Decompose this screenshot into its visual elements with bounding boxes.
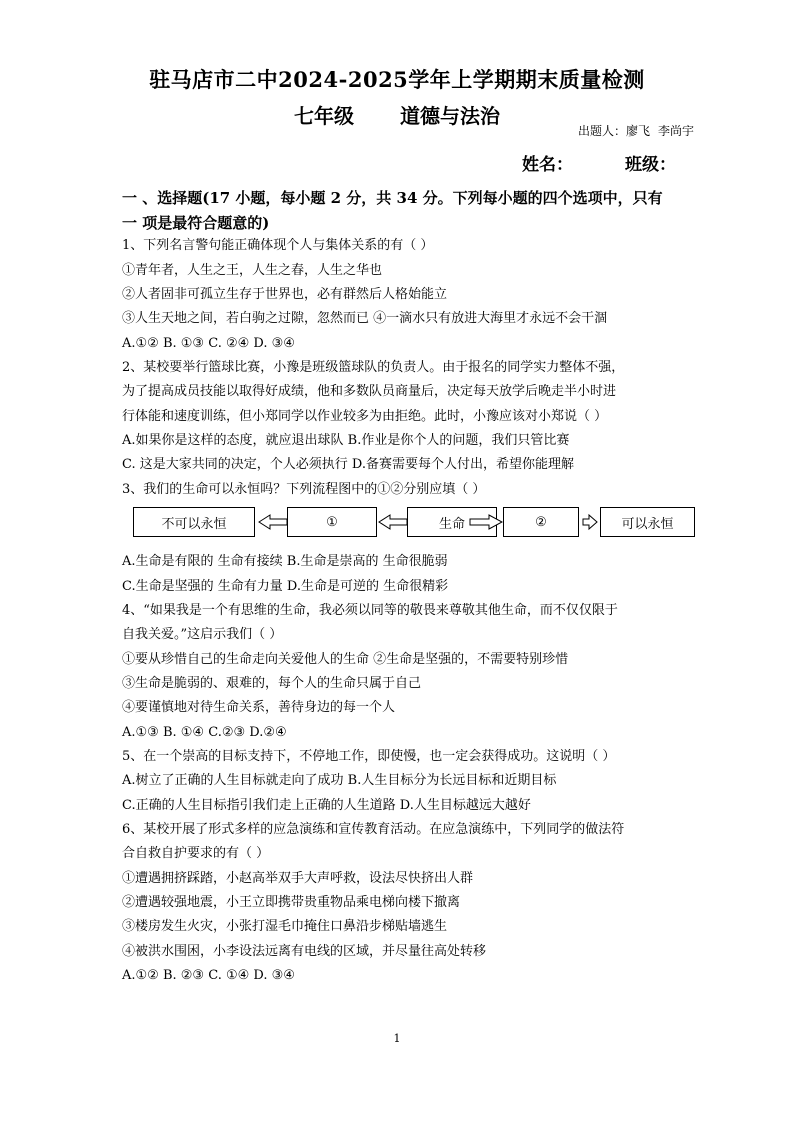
q3-options-ab: A.生命是有限的 生命有接续 B.生命是崇高的 生命很脆弱 xyxy=(122,554,448,569)
q6-stem-1: 6、某校开展了形式多样的应急演练和宣传教育活动。在应急演练中，下列同学的做法符 xyxy=(122,822,625,837)
flow-box-not-eternal: 不可以永恒 xyxy=(133,507,255,537)
flow-arrow-right-icon xyxy=(469,513,503,531)
flow-box-blank-2: ② xyxy=(503,507,579,537)
q4-stem-1: 4、“如果我是一个有思维的生命，我必须以同等的敬畏来尊敬其他生命，而不仅仅限于 xyxy=(122,603,618,618)
grade-label: 七年级 xyxy=(294,104,354,128)
flow-arrow-left-icon-2 xyxy=(378,513,408,531)
q2-stem-2: 为了提高成员技能以取得好成绩，他和多数队员商量后，决定每天放学后晚走半小时进 xyxy=(122,384,617,399)
q1-stem: 1、下列名言警句能正确体现个人与集体关系的有（ ） xyxy=(122,238,434,253)
author-name-2: 李尚宇 xyxy=(658,124,695,138)
q6-statement-3: ③楼房发生火灾，小张打湿毛巾掩住口鼻沿步梯贴墙逃生 xyxy=(122,919,448,934)
q6-options: A.①② B. ②③ C. ①④ D. ③④ xyxy=(122,968,295,983)
flow-box-eternal: 可以永恒 xyxy=(600,507,695,537)
q2-options-ab: A.如果你是这样的态度，就应退出球队 B.作业是你个人的问题，我们只管比赛 xyxy=(122,433,570,448)
subject-label: 道德与法治 xyxy=(400,104,500,128)
q5-stem: 5、在一个崇高的目标支持下，不停地工作，即使慢，也一定会获得成功。这说明（ ） xyxy=(122,749,616,764)
q4-options: A.①③ B. ①④ C.②③ D.②④ xyxy=(122,725,287,740)
page-number: 1 xyxy=(393,1032,401,1045)
q1-statement-2: ②人者固非可孤立生存于世界也，必有群然后人格始能立 xyxy=(122,287,448,302)
author-line xyxy=(578,122,694,139)
author-label: 出题人： xyxy=(578,124,627,138)
q6-statement-2: ②遭遇较强地震，小王立即携带贵重物品乘电梯向楼下撤离 xyxy=(122,895,461,910)
q1-statement-3-4: ③人生天地之间，若白驹之过隙，忽然而已 ④一滴水只有放进大海里才永远不会干涸 xyxy=(122,311,608,326)
flow-box-blank-1: ① xyxy=(287,507,377,537)
class-label: 班级： xyxy=(625,155,676,175)
q4-statement-4: ④要谨慎地对待生命关系，善待身边的每一个人 xyxy=(122,700,396,715)
exam-title: 驻马店市二中2024-2025学年上学期期末质量检测 xyxy=(149,67,645,92)
author-name-1: 廖飞 xyxy=(626,124,651,138)
q2-options-cd: C. 这是大家共同的决定，个人必须执行 D.备赛需要每个人付出，希望你能理解 xyxy=(122,457,574,472)
q4-statement-1-2: ①要从珍惜自己的生命走向关爱他人的生命 ②生命是坚强的，不需要特别珍惜 xyxy=(122,652,569,667)
q6-statement-1: ①遭遇拥挤踩踏，小赵高举双手大声呼救，设法尽快挤出人群 xyxy=(122,871,474,886)
section-heading-line-1: 一 、选择题(17 小题，每小题 2 分，共 34 分。下列每小题的四个选项中，只有 xyxy=(122,189,663,207)
section-heading-line-2: 一 项是最符合题意的) xyxy=(122,214,270,232)
q2-stem-1: 2、某校要举行篮球比赛，小豫是班级篮球队的负责人。由于报名的同学实力整体不强， xyxy=(122,360,625,375)
flow-box-life: 生命 xyxy=(407,507,497,537)
name-label: 姓名： xyxy=(522,155,573,175)
q1-options: A.①② B. ①③ C. ②④ D. ③④ xyxy=(122,336,295,351)
q2-stem-3: 行体能和速度训练，但小郑同学以作业较多为由拒绝。此时，小豫应该对小郑说（ ） xyxy=(122,409,608,424)
student-info-line xyxy=(522,150,676,175)
q5-options-ab: A.树立了正确的人生目标就走向了成功 B.人生目标分为长远目标和近期目标 xyxy=(122,773,557,788)
section-heading xyxy=(122,186,682,236)
q1-statement-1: ①青年者，人生之王，人生之春，人生之华也 xyxy=(122,263,383,278)
q6-statement-4: ④被洪水围困，小李设法远离有电线的区域，并尽量往高处转移 xyxy=(122,944,487,959)
q6-stem-2: 合自救自护要求的有（ ） xyxy=(122,846,270,861)
q4-statement-3: ③生命是脆弱的、艰难的，每个人的生命只属于自己 xyxy=(122,676,422,691)
q5-options-cd: C.正确的人生目标指引我们走上正确的人生道路 D.人生目标越远大越好 xyxy=(122,798,531,813)
flow-arrow-left-icon xyxy=(258,513,288,531)
flow-arrow-right-icon-2 xyxy=(582,513,598,531)
q3-flowchart xyxy=(133,507,695,539)
q3-options-cd: C.生命是坚强的 生命有力量 D.生命是可逆的 生命很精彩 xyxy=(122,579,449,594)
q4-stem-2: 自我关爱。”这启示我们（ ） xyxy=(122,627,283,642)
q3-stem: 3、我们的生命可以永恒吗？下列流程图中的①②分别应填（ ） xyxy=(122,482,486,497)
